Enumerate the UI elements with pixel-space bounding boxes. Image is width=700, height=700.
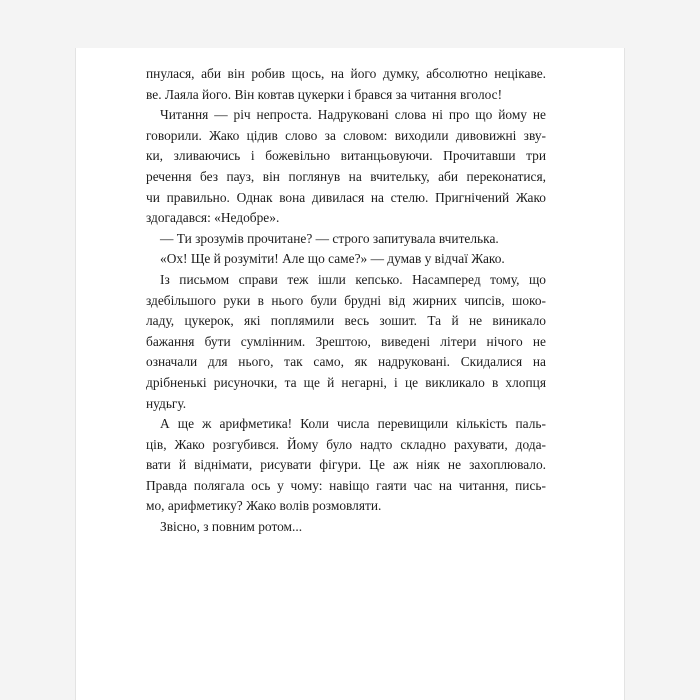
text-line: мо, арифметику? Жако волів розмовляти.: [146, 498, 382, 514]
text-line: ки, зливаючись і божевільно витанцьовуючи. Прочитавши три: [146, 148, 546, 164]
text-line: Правда полягала ось у чому: навіщо гаяти час на читання, пись-: [146, 477, 546, 493]
text-line: означали для нього, так само, як надруковані. Скидалися на: [146, 354, 546, 370]
text-line: речення без пауз, він поглянув на вчительку, аби переконатися,: [146, 168, 546, 184]
text-line: ве. Лаяла його. Він ковтав цукерки і брався за читання вголос!: [146, 86, 503, 102]
text-line: пнулася, аби він робив щось, на його думку, абсолютно нецікаве.: [146, 66, 546, 81]
text-line: А ще ж арифметика! Коли числа перевищили кількість паль-: [160, 416, 546, 432]
text-line: — Ти зрозумів прочитане? — строго запитувала вчителька.: [160, 230, 499, 246]
text-line: говорили. Жако цідив слово за словом: виходили дивовижні зву-: [146, 127, 546, 143]
page-text: [146, 64, 546, 538]
text-line: ців, Жако розгубився. Йому було надто складно рахувати, дода-: [146, 436, 546, 452]
text-line: Читання — річ непроста. Надруковані слова ні про що йому не: [160, 107, 546, 123]
book-page: [76, 48, 624, 700]
text-line: Звісно, з повним ротом...: [160, 519, 303, 535]
text-line: «Ох! Ще й розуміти! Але що саме?» — думав у відчаї Жако.: [160, 251, 505, 267]
text-line: бажання бути сумлінним. Зрештою, виведені літери нічого не: [146, 333, 546, 349]
text-line: Із письмом справи теж ішли кепсько. Насамперед тому, що: [160, 271, 546, 287]
text-line: дрібненькі рисуночки, та ще й негарні, і це викликало в хлопця: [146, 374, 546, 390]
text-line: здогадався: «Недобре».: [146, 210, 280, 226]
text-line: чи правильно. Однак вона дивилася на стелю. Пригнічений Жако: [146, 189, 546, 205]
text-line: вати й віднімати, рисувати фігури. Це аж ніяк не захоплювало.: [146, 457, 546, 473]
text-line: здебільшого руки в нього були брудні від жирних чипсів, шоко-: [146, 292, 546, 308]
text-line: нудьгу.: [146, 395, 187, 411]
text-line: ладу, цукерок, які поплямили весь зошит. Та й не виникало: [146, 313, 546, 329]
